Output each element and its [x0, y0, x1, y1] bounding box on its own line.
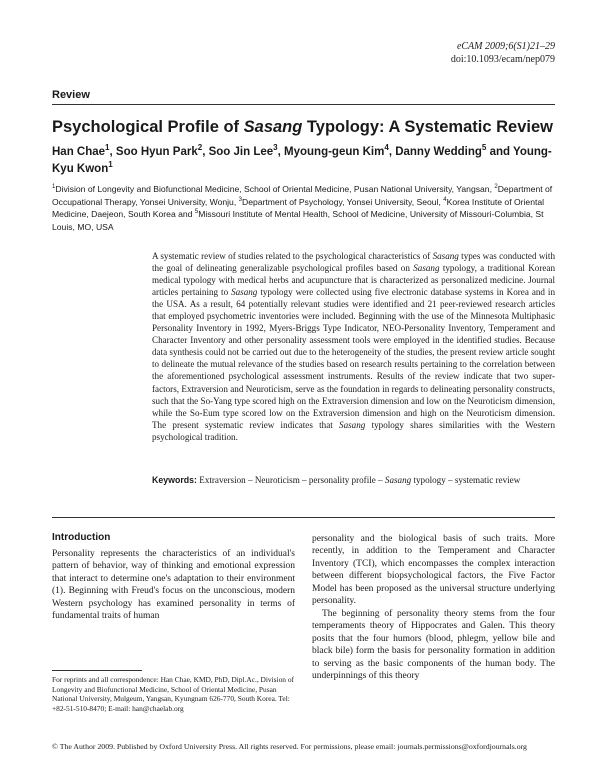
affiliation: Korea Institute of Oriental Medicine, Daejeon, South Korea and — [52, 196, 545, 219]
abstract: A systematic review of studies related to the psychological characteristics of Sasang types was conducted with the goal of delineating generalizable psychological profiles based on Sasang typology, a traditional Korean medical typology with medical herbs and acupuncture that is characterized as personalized medicine. Journal articles pertaining to Sasang typology were collected using five electronic database systems in Korea and in the USA. As a result, 64 potentially relevant studies were identified and 21 peer-reviewed research articles that employed psychometric inventories were included. Beginning with the use of the Minnesota Multiphasic Personality Inventory in 1992, Myers-Briggs Type Indicator, NEO-Personality Inventory, Temperament and Character Inventory and other personality assessment tools were employed in the identified studies. Because data synthesis could not be carried out due to the heterogeneity of the studies, the present review article sought to delineate the mutual relevance of the studies based on research results pertaining to the correlation between the aforementioned psychological assessment instruments. Results of the review indicate that two super-factors, Extraversion and Neuroticism, serve as the foundation in regards to delineating personality constructs, such that the So-Yang type scored high on the Extraversion dimension and low on the Neuroticism dimension, while the So-Eum type scored low on the Extraversion dimension and high on the Neuroticism dimension. The present systematic review indicates that Sasang typology shares similarities with the Western psychological tradition. — [152, 251, 556, 442]
copyright-line: © The Author 2009. Published by Oxford University Press. All rights reserved. For permissions, please email: journals.permissions@oxfordjournals.org — [52, 742, 527, 751]
paragraph: Personality represents the characteristics of an individual's pattern of behavior, way of thinking and emotional expression that interact to determine one's adaptation to their environment (1). Beginning with Freud's focus on the unconscious, modern Western psychology has examined personality in terms of fundamental traits of human — [52, 549, 295, 622]
author-list: Han Chae$^1$, Soo Hyun Park$^2$, Soo Jin Lee$^3$, Myoung-geun Kim$^4$, Danny Wedding$^5$ and Young-Kyu Kwon$^1$ — [52, 143, 552, 175]
author: Danny Wedding$^5$ — [395, 143, 487, 158]
author: Myoung-geun Kim$^4$ — [284, 143, 389, 158]
affiliations: $^1$Division of Longevity and Biofunctional Medicine, School of Oriental Medicine, Pusan National University, Yangsan, $^2$Department of Occupational Therapy, Yonsei University, Wonju, $^3$Department of Psychology, Yonsei University, Seoul, $^4$Korea Institute of Oriental Medicine, Daejeon, South Korea and $^5$Missouri Institute of Mental Health, School of Medicine, University of Missouri-Columbia, St Louis, MO, USA — [52, 184, 553, 232]
paragraph: The beginning of personality theory stems from the four temperaments theory of Hippocrates and Galen. This theory posits that the four humors (blood, phlegm, yellow bile and black bile) form the basis for personality formation in addition to serving as the basic components of the human body. The underpinnings of this theory — [312, 608, 555, 681]
keywords-label: Keywords: — [152, 475, 197, 485]
journal-doi: doi:10.1093/ecam/nep079 — [450, 54, 555, 65]
section-label: Review — [52, 89, 90, 101]
affiliation: Department of Occupational Therapy, Yonsei University, Wonju, — [52, 184, 553, 207]
abstract-divider — [52, 517, 555, 518]
title-italic: Sasang — [243, 118, 303, 136]
footnote-divider — [52, 670, 142, 671]
paper-title — [52, 118, 562, 137]
affiliation: Missouri Institute of Mental Health, School of Medicine, University of Missouri-Columbia, St Louis, MO, USA — [52, 209, 544, 232]
correspondence-footnote: For reprints and all correspondence: Han Chae, KMD, PhD, Dipl.Ac., Division of Longevity and Biofunctional Medicine, School of Oriental Medicine, Pusan National University, Mulgeum, Yangsan, Kyungnam 626-770, South Korea. Tel: +82-51-510-8470; E-mail: han@chaelab.org — [52, 675, 294, 713]
introduction-heading: Introduction — [52, 532, 111, 543]
keywords: Keywords: Extraversion – Neuroticism – personality profile – Sasang typology – systematic review — [152, 475, 521, 485]
author: Soo Jin Lee$^3$ — [208, 143, 278, 158]
author: Soo Hyun Park$^2$ — [115, 143, 203, 158]
body-column-left — [52, 548, 295, 623]
journal-header — [451, 40, 555, 66]
header-divider — [52, 104, 555, 105]
author: Han Chae$^1$ — [52, 143, 110, 158]
body-column-right — [312, 533, 555, 682]
journal-citation: eCAM 2009;6(S1)21–29 — [456, 41, 555, 52]
author: Young-Kyu Kwon$^1$ — [52, 146, 552, 175]
title-part-2: Typology: A Systematic Review — [302, 118, 553, 136]
affiliation: Division of Longevity and Biofunctional Medicine, School of Oriental Medicine, Pusan National University, Yangsan, — [55, 184, 495, 194]
affiliation: Department of Psychology, Yonsei University, Seoul, — [241, 196, 444, 207]
title-part-1: Psychological Profile of — [52, 118, 244, 136]
paragraph: personality and the biological basis of such traits. More recently, in addition to the Temperament and Character Inventory (TCI), which encompasses the complex interaction between different biopsychological factors, the Five Factor Model has been proposed as the universal structure underlying personality. — [312, 534, 555, 607]
